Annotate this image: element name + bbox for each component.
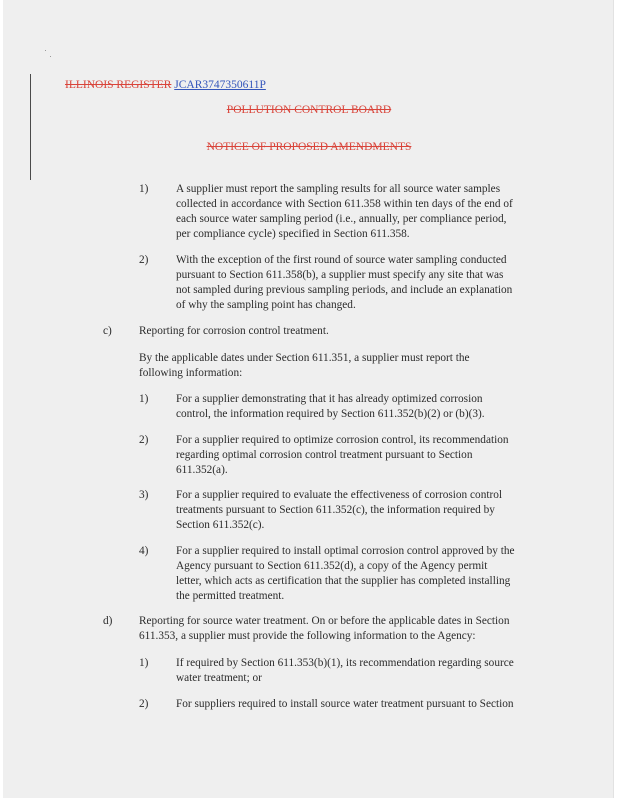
paragraph-line: Reporting for source water treatment. On or before the applicable dates in Section — [139, 615, 510, 627]
paragraph-line: control, the information required by Section 611.352(b)(2) or (b)(3). — [176, 408, 485, 420]
section-letter: c) — [103, 325, 112, 337]
paragraph-line: collected in accordance with Section 611.358 within ten days of the end of — [176, 198, 513, 210]
paragraph-line: 611.353, a supplier must provide the following information to the Agency: — [139, 630, 476, 642]
section-heading: Reporting for corrosion control treatment. — [139, 325, 329, 337]
paragraph-line: Agency pursuant to Section 611.352(d), a copy of the Agency permit — [176, 560, 488, 572]
paragraph-line: the permitted treatment. — [176, 590, 285, 602]
paragraph-line: water treatment; or — [176, 672, 262, 684]
board-title-row — [0, 104, 618, 116]
notice-title: NOTICE OF PROPOSED AMENDMENTS — [206, 141, 412, 153]
item-number: 1) — [139, 183, 149, 195]
paragraph-line: regarding optimal corrosion control treatment pursuant to Section — [176, 449, 473, 461]
item-number: 2) — [139, 434, 149, 446]
item-number: 2) — [139, 698, 149, 710]
paragraph-line: By the applicable dates under Section 611.351, a supplier must report the — [139, 352, 470, 364]
paragraph-line: For a supplier required to install optimal corrosion control approved by the — [176, 545, 515, 557]
paragraph-line: With the exception of the first round of source water sampling conducted — [176, 254, 507, 266]
paragraph-line: treatments pursuant to Section 611.352(c), the information required by — [176, 504, 495, 516]
item-number: 1) — [139, 657, 149, 669]
paragraph-line: each source water sampling period (i.e., annually, per compliance period, — [176, 213, 507, 225]
paragraph-line: of why the sampling point has changed. — [176, 299, 356, 311]
section-letter: d) — [103, 615, 113, 627]
paragraph-line: For suppliers required to install source water treatment pursuant to Section — [176, 698, 514, 710]
item-number: 4) — [139, 545, 149, 557]
revision-margin-bar — [30, 74, 31, 180]
paragraph-line: 611.352(a). — [176, 464, 228, 476]
register-title: ILLINOIS REGISTER — [65, 79, 172, 91]
board-title: POLLUTION CONTROL BOARD — [226, 104, 392, 116]
paragraph-line: For a supplier demonstrating that it has already optimized corrosion — [176, 393, 483, 405]
item-number: 2) — [139, 254, 149, 266]
item-number: 3) — [139, 489, 149, 501]
scan-speck — [50, 56, 51, 57]
jcar-code: JCAR3747350611P — [174, 79, 266, 91]
notice-title-row — [0, 141, 618, 153]
register-header — [65, 79, 266, 91]
paragraph-line: A supplier must report the sampling results for all source water samples — [176, 183, 501, 195]
paragraph-line: per compliance cycle) specified in Section 611.358. — [176, 228, 410, 240]
paragraph-line: letter, which acts as certification that the supplier has completed installing — [176, 575, 511, 587]
paragraph-line: pursuant to Section 611.358(b), a supplier must specify any site that was — [176, 269, 504, 281]
paragraph-line: Section 611.352(c). — [176, 519, 265, 531]
paragraph-line: For a supplier required to evaluate the effectiveness of corrosion control — [176, 489, 503, 501]
item-number: 1) — [139, 393, 149, 405]
scan-speck — [45, 50, 46, 51]
paragraph-line: If required by Section 611.353(b)(1), its recommendation regarding source — [176, 657, 514, 669]
paragraph-line: following information: — [139, 367, 243, 379]
paragraph-line: not sampled during previous sampling periods, and include an explanation — [176, 284, 513, 296]
paragraph-line: For a supplier required to optimize corrosion control, its recommendation — [176, 434, 509, 446]
